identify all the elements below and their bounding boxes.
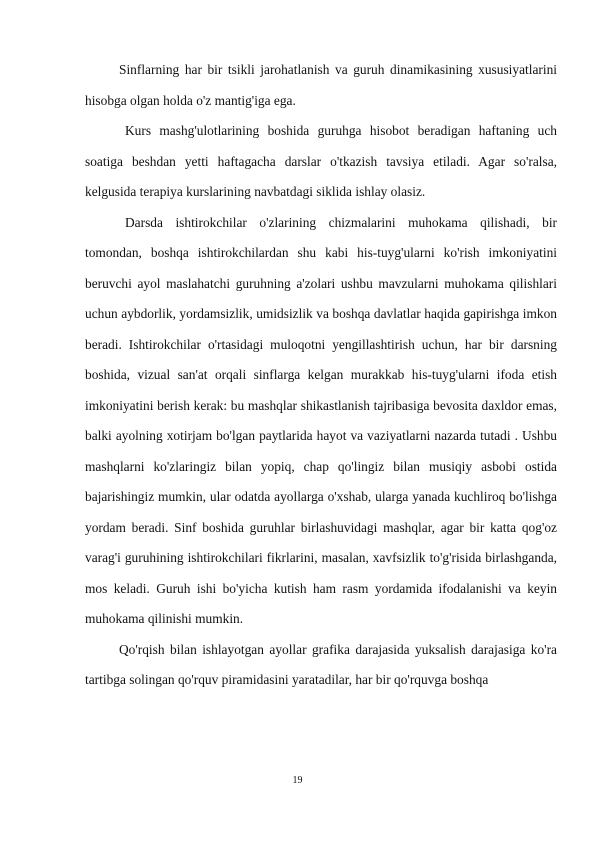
paragraph-3: Darsda ishtirokchilar o'zlarining chizmalarini muhokama qilishadi, bir tomondan, boshqa ishtirokchilardan shu kabi his-tuyg'ularni ko'rish imkoniyatini beruvchi ayol maslahatchi guruhning a'zolari ushbu mavzularni muhokama qilishlari uchun aybdorlik, yordamsizlik, umidsizlik va boshqa davlatlar haqida gapirishga imkon beradi. Ishtirokchilar o'rtasidagi muloqotni yengillashtirish uchun, har bir darsning boshida, vizual san'at orqali sinflarga kelgan murakkab his-tuyg'ularni ifoda etish imkoniyatini berish kerak: bu mashqlar shikastlanish tajribasiga bevosita daxldor emas, balki ayolning xotirjam bo'lgan paytlarida hayot va vaziyatlarni nazarda tutadi . Ushbu mashqlarni ko'zlaringiz bilan yopiq, chap qo'lingiz bilan musiqiy asbobi ostida bajarishingiz mumkin, ular odatda ayollarga o'xshab, ularga yanada kuchliroq bo'lishga yordam beradi. Sinf boshida guruhlar birlashuvidagi mashqlar, agar bir katta qog'oz varag'i guruhining ishtirokchilari fikrlarini, masalan, xavfsizlik to'g'risida birlashganda, mos keladi. Guruh ishi bo'yicha kutish ham rasm yordamida ifodalanishi va keyin muhokama qilinishi mumkin.: [85, 214, 557, 626]
page-number: 19: [292, 775, 303, 786]
text-body: [85, 55, 557, 696]
paragraph-4: Qo'rqish bilan ishlayotgan ayollar grafika darajasida yuksalish darajasiga ko'ra tartibga solingan qo'rquv piramidasini yaratadilar, har bir qo'rquvga boshqa: [85, 641, 557, 687]
paragraph-1: Sinflarning har bir tsikli jarohatlanish va guruh dinamikasining xususiyatlarini hisobga olgan holda o'z mantig'iga ega.: [85, 62, 557, 108]
paragraph-2: Kurs mashg'ulotlarining boshida guruhga hisobot beradigan haftaning uch soatiga beshdan yetti haftagacha darslar o'tkazish tavsiya etiladi. Agar so'ralsa, kelgusida terapiya kurslarining navbatdagi siklida ishlay olasiz.: [85, 123, 557, 199]
